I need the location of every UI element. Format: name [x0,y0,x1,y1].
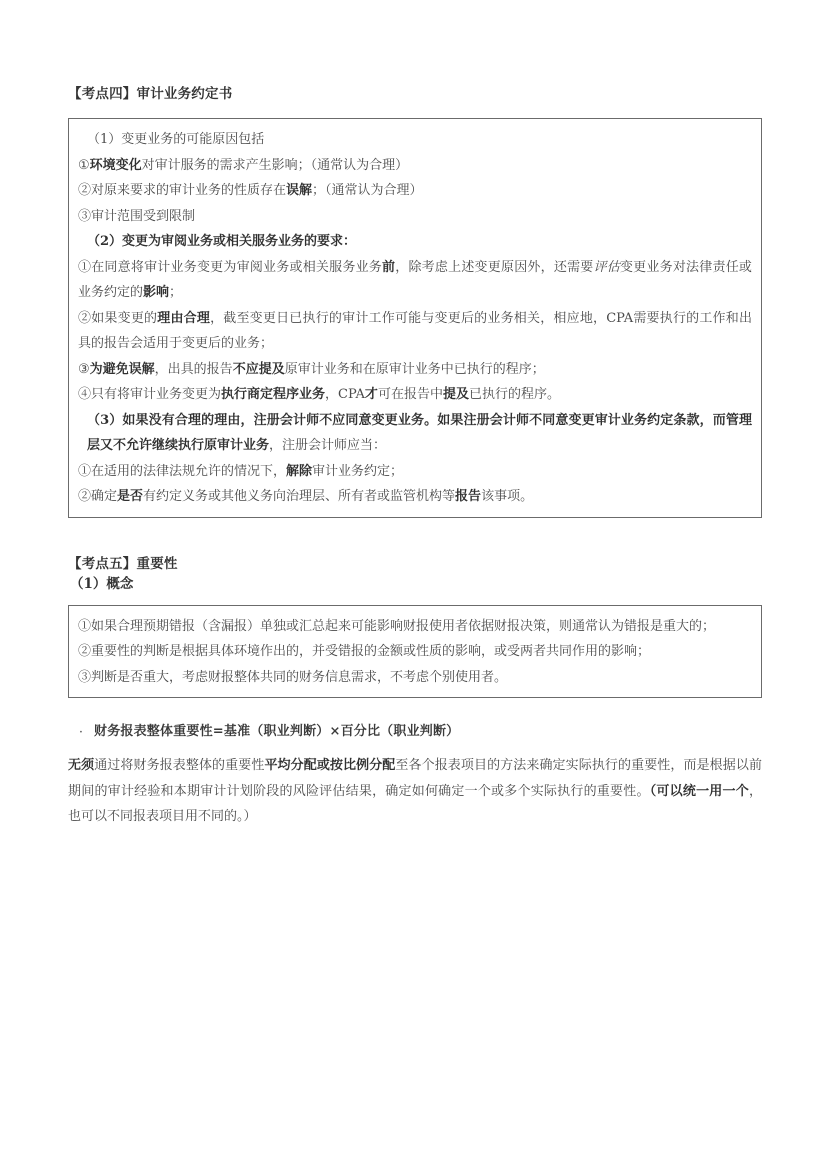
spacer [68,518,762,554]
item-9-lead: ②确定 [78,489,118,504]
concept-item-3: ③判断是否重大，考虑财报整体共同的财务信息需求，不考虑个别使用者。 [78,669,508,685]
spacer [68,698,762,720]
item-2-lead: ②对原来要求的审计业务的性质存在 [78,183,287,198]
item-5-lead: ②如果变更的 [78,310,158,326]
item-7-tail: 已执行的程序。 [468,387,560,402]
item-6-bold-1: 为避免误解 [89,361,155,377]
para-text-3: ，也可以不同报表项目用不同的。） [68,783,762,824]
item-1-marker: ① [78,157,90,173]
item-3: ③审计范围受到限制 [78,208,196,224]
item-2-bold: 误解 [286,183,313,198]
group-2-title [78,229,752,255]
item-4-bold-1: 前 [382,259,396,275]
item-1 [78,153,752,179]
group-3-title [78,408,752,459]
item-6-marker: ③ [78,361,90,377]
para-bold-1: 无须 [68,758,95,773]
item-5-bold: 理由合理 [157,310,211,326]
item-2-rest: ；（通常认为合理） [312,183,423,198]
item-7-bold-1: 执行商定程序业务 [221,387,326,402]
item-9-tail: 该事项。 [481,489,534,504]
item-9-mid: 有约定义务或其他义务向治理层、所有者或监管机构等 [143,489,456,504]
item-7-mid-1: ，CPA [325,387,365,402]
item-6-mid: ，出具的报告 [154,361,233,377]
item-6-tail: 原审计业务和在原审计业务中已执行的程序； [284,361,545,377]
item-4 [78,255,752,306]
para-text-2: 至各个报表项目的方法来确定实际执行的重要性，而是根据以前期间的审计经验和本期审计计划阶段的风险评估结果，确定如何确定一个或多个实际执行的重要性。 [68,758,762,799]
item-9 [78,484,752,510]
concept-item-1: ①如果合理预期错报（含漏报）单独或汇总起来可能影响财报使用者依据财报决策，则通常认为错报是重大的； [78,618,716,634]
section-five-sub-heading: （1）概念 [70,575,134,592]
item-7-bold-3: 提及 [442,387,469,402]
spacer [68,104,762,118]
item-5-rest: ，截至变更日已执行的审计工作可能与变更后的业务相关，相应地，CPA需要执行的工作和出具的报告会适用于变更后的业务； [78,310,752,351]
item-1-rest: 对审计服务的需求产生影响；（通常认为合理） [141,157,409,173]
group-1-title [78,127,752,153]
item-6 [78,357,752,383]
materiality-paragraph [68,753,762,830]
item-4-bold-2: 影响 [143,285,170,300]
item-7 [78,382,752,408]
section-five-heading: 【考点五】重要性 [68,555,178,572]
group-3-bold: （3）如果没有合理的理由，注册会计师不应同意变更业务。如果注册会计师不同意变更审计业务约定条款，而管理层又不允许继续执行原审计业务 [87,412,752,453]
materiality-formula-row [68,720,762,745]
para-bold-3: （可以统一用一个 [649,783,749,799]
item-8-rest: 审计业务约定； [312,463,404,479]
spacer [68,745,762,753]
item-4-lead: ①在同意将审计业务变更为审阅业务或相关服务业务 [78,259,383,275]
para-text-1: 通过将财务报表整体的重要性 [94,758,265,773]
item-8-bold: 解除 [286,463,313,479]
item-5 [78,306,752,357]
para-bold-2: 平均分配或按比例分配 [264,758,396,773]
item-4-mid-1: ，除考虑上述变更原因外，还需要 [395,259,594,275]
group-3-rest: ，注册会计师应当： [269,438,387,453]
item-4-mid-2: 变更业务对法律责任或业务约定的 [78,259,752,300]
section-five-box [68,605,762,699]
item-1-bold: 环境变化 [89,157,142,173]
item-4-tail: ； [169,285,183,300]
item-6-bold-2: 不应提及 [232,361,285,377]
section-four-heading: 【考点四】审计业务约定书 [68,86,233,102]
item-7-bold-2: 才 [364,387,378,402]
materiality-formula-text: 财务报表整体重要性=基准（职业判断）×百分比（职业判断） [94,724,460,739]
document-content [68,84,762,830]
item-9-bold-2: 报告 [455,489,482,504]
group-1-title-text: （1）变更业务的可能原因包括 [87,132,265,147]
section-four-box [68,118,762,518]
item-7-mid-2: 可在报告中 [377,387,443,402]
item-8-lead: ①在适用的法律法规允许的情况下， [78,463,287,479]
item-4-italic: 评估 [593,259,620,275]
concept-item-2: ②重要性的判断是根据具体环境作出的，并受错报的金额或性质的影响，或受两者共同作用的影响； [78,644,651,659]
item-7-lead: ④只有将审计业务变更为 [78,387,222,402]
bullet-dot-icon: · [79,728,83,738]
spacer [68,595,762,605]
item-9-bold-1: 是否 [117,489,144,504]
item-2 [78,178,752,204]
item-8 [78,459,752,485]
group-2-title-text: （2）变更为审阅业务或相关服务业务的要求： [87,234,357,249]
